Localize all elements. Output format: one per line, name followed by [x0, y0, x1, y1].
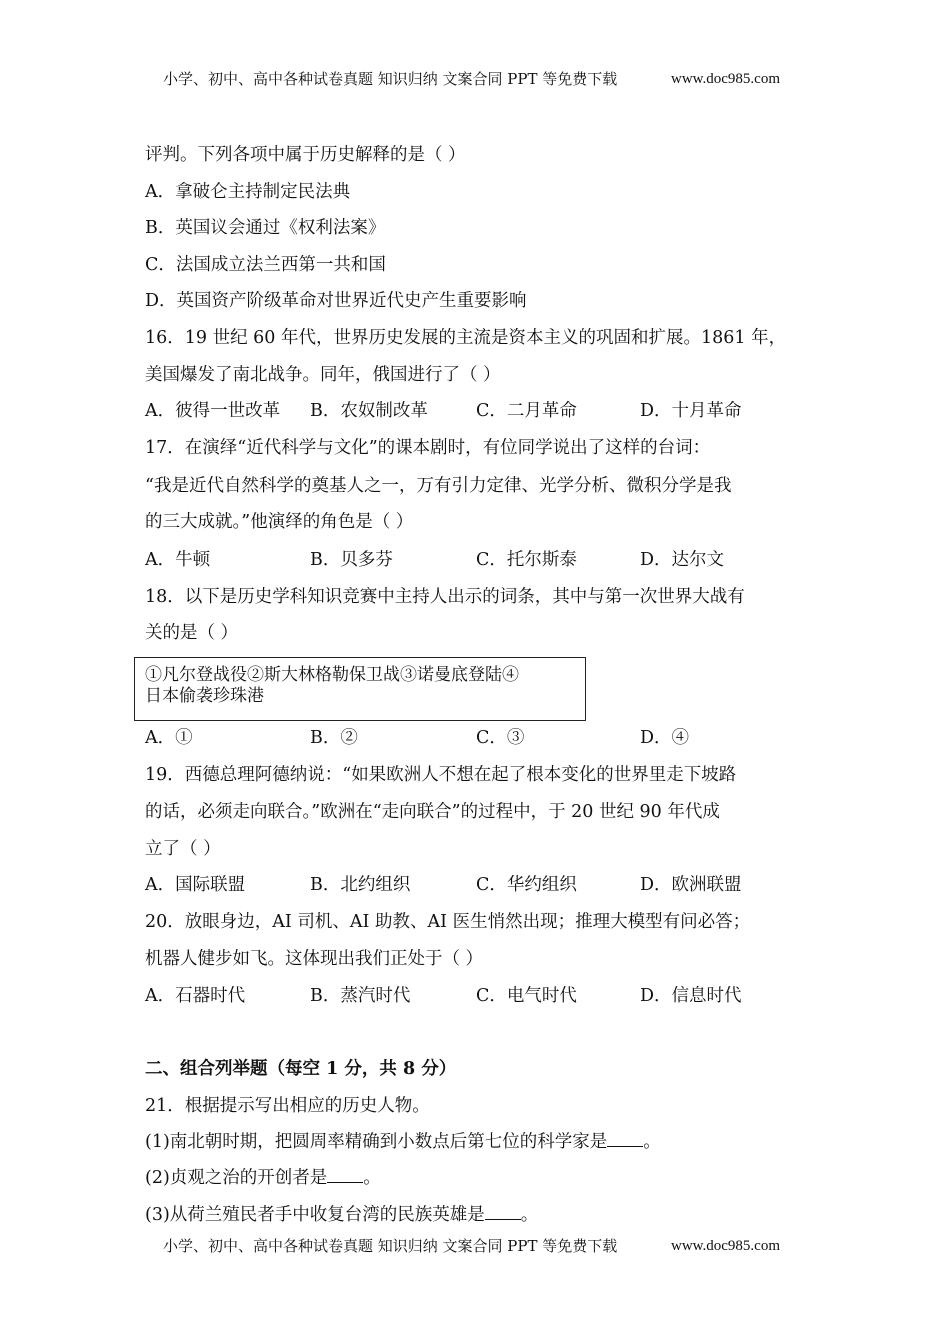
- option-c: C．二月革命: [476, 401, 577, 421]
- option-c: C．③: [476, 728, 525, 748]
- period: 。: [363, 1168, 381, 1188]
- option-d: D．欧洲联盟: [640, 875, 742, 895]
- q15-option-d: D．英国资产阶级革命对世界近代史产生重要影响: [145, 291, 527, 311]
- q15-option-c: C．法国成立法兰西第一共和国: [145, 255, 386, 275]
- option-c: C．华约组织: [476, 875, 577, 895]
- q17-line: 的三大成就。”他演绎的角色是（ ）: [145, 512, 414, 532]
- option-b: B．蒸汽时代: [310, 986, 411, 1006]
- header-url[interactable]: www.doc985.com: [671, 71, 781, 87]
- option-a: A．国际联盟: [145, 875, 246, 895]
- q15-option-b: B．英国议会通过《权利法案》: [145, 218, 386, 238]
- option-a: A．①: [145, 728, 193, 748]
- item-text: (2)贞观之治的开创者是: [145, 1168, 328, 1188]
- q15-stem: 评判。下列各项中属于历史解释的是（ ）: [145, 145, 466, 165]
- q17-line: “我是近代自然科学的奠基人之一，万有引力定律、光学分析、微积分学是我: [145, 476, 732, 496]
- q19-line: 的话，必须走向联合。”欧洲在“走向联合”的过程中，于 20 世纪 90 年代成: [145, 802, 720, 822]
- option-b: B．②: [310, 728, 358, 748]
- q21-item: [145, 1130, 661, 1154]
- answer-blank[interactable]: [607, 1130, 643, 1147]
- option-a: A．牛顿: [145, 550, 211, 570]
- option-c: C．电气时代: [476, 986, 577, 1006]
- section-title: 二、组合列举题（每空 1 分，共 8 分）: [145, 1059, 457, 1079]
- period: 。: [643, 1132, 661, 1152]
- q15-option-a: A．拿破仑主持制定民法典: [145, 182, 351, 202]
- q21-stem: 21．根据提示写出相应的历史人物。: [145, 1096, 430, 1116]
- page-header: [163, 69, 781, 89]
- box-line: ①凡尔登战役②斯大林格勒保卫战③诺曼底登陆④: [145, 665, 519, 685]
- q18-line: 18．以下是历史学科知识竞赛中主持人出示的词条，其中与第一次世界大战有: [145, 587, 745, 607]
- option-d: D．④: [640, 728, 690, 748]
- option-d: D．信息时代: [640, 986, 742, 1006]
- q19-line: 19．西德总理阿德纳说：“如果欧洲人不想在起了根本变化的世界里走下坡路: [145, 765, 737, 785]
- footer-text: 小学、初中、高中各种试卷真题 知识归纳 文案合同 PPT 等免费下载: [163, 1237, 618, 1255]
- q19-line: 立了（ ）: [145, 839, 221, 859]
- q18-term-box: [134, 657, 586, 721]
- q17-line: 17．在演绎“近代科学与文化”的课本剧时，有位同学说出了这样的台词：: [145, 438, 711, 458]
- q16-line: 16．19 世纪 60 年代，世界历史发展的主流是资本主义的巩固和扩展。1861 年，: [145, 328, 787, 348]
- option-b: B．贝多芬: [310, 550, 393, 570]
- page-footer: [163, 1236, 781, 1256]
- option-a: A．石器时代: [145, 986, 246, 1006]
- option-d: D．十月革命: [640, 401, 742, 421]
- q18-line: 关的是（ ）: [145, 623, 239, 643]
- answer-blank[interactable]: [327, 1166, 363, 1183]
- footer-url[interactable]: www.doc985.com: [671, 1238, 781, 1254]
- q21-item: [145, 1166, 381, 1190]
- option-a: A．彼得一世改革: [145, 401, 281, 421]
- q16-line: 美国爆发了南北战争。同年，俄国进行了（ ）: [145, 365, 501, 385]
- option-b: B．北约组织: [310, 875, 411, 895]
- option-c: C．托尔斯泰: [476, 550, 577, 570]
- box-line: 日本偷袭珍珠港: [145, 686, 264, 706]
- q20-line: 20．放眼身边，AI 司机、AI 助教、AI 医生悄然出现；推理大模型有问必答；: [145, 912, 751, 932]
- item-text: (1)南北朝时期，把圆周率精确到小数点后第七位的科学家是: [145, 1132, 608, 1152]
- item-text: (3)从荷兰殖民者手中收复台湾的民族英雄是: [145, 1205, 485, 1225]
- option-b: B．农奴制改革: [310, 401, 428, 421]
- header-text: 小学、初中、高中各种试卷真题 知识归纳 文案合同 PPT 等免费下载: [163, 70, 618, 88]
- period: 。: [520, 1205, 539, 1225]
- q21-item: [145, 1203, 538, 1227]
- q20-line: 机器人健步如飞。这体现出我们正处于（ ）: [145, 949, 484, 969]
- answer-blank[interactable]: [485, 1203, 521, 1220]
- option-d: D．达尔文: [640, 550, 725, 570]
